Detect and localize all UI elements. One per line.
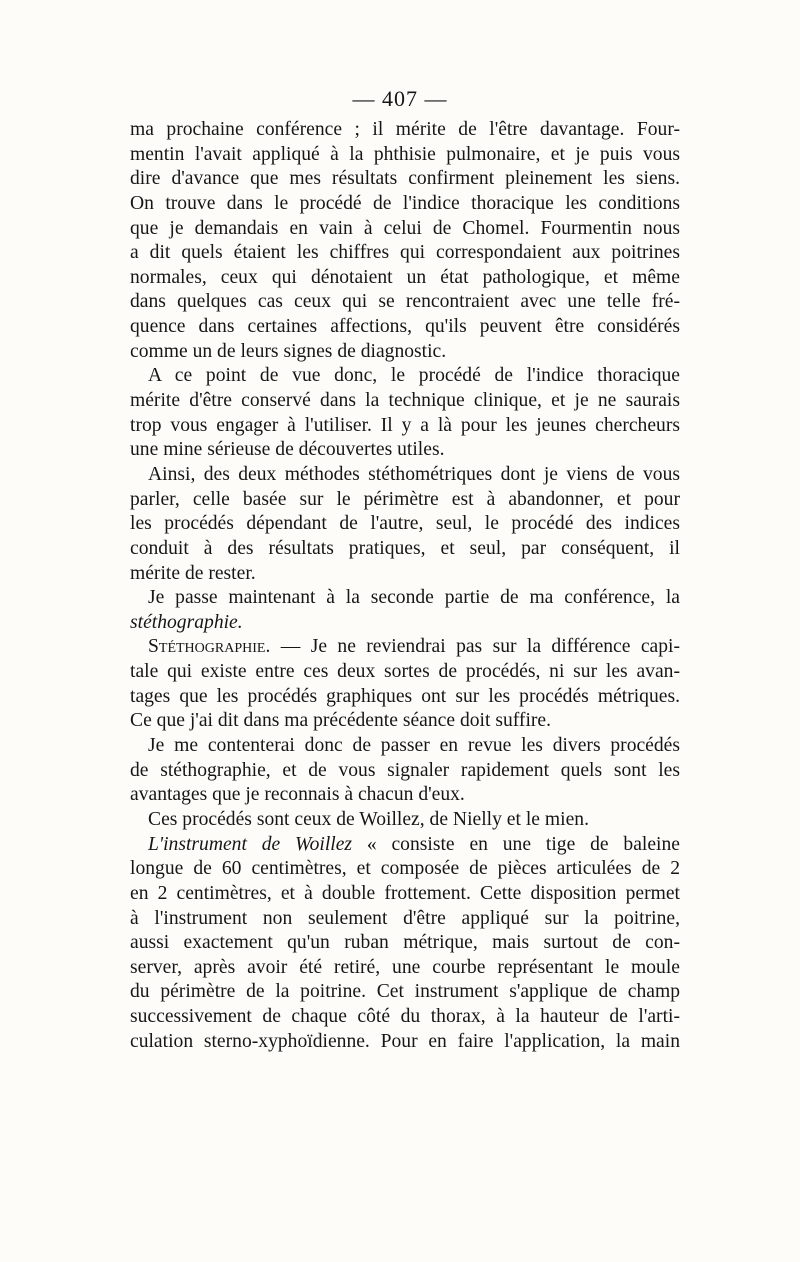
text-line: ma prochaine conférence ; il mérite de l'être davantage. Four- xyxy=(130,119,680,140)
text-line: mérite d'être conservé dans la technique clinique, et je ne saurais xyxy=(130,390,680,412)
text-line: normales, ceux qui dénotaient un état pathologique, et même xyxy=(130,266,680,288)
text-line: tages que les procédés graphiques ont sur les procédés métriques. xyxy=(130,685,680,707)
text-line: Je me contenterai donc de passer en revue les divers procédés xyxy=(148,735,680,757)
text-line: a dit quels étaient les chiffres qui correspondaient aux poitrines xyxy=(130,242,680,264)
italic-term: L'instrument de Woillez xyxy=(148,833,353,855)
section-heading: Stéthographie. xyxy=(148,636,271,658)
text-line xyxy=(130,833,680,858)
page-number: — 407 — xyxy=(352,86,448,111)
text-line: Ainsi, des deux méthodes stéthométriques dont je viens de vous xyxy=(148,463,680,485)
text-line xyxy=(130,635,680,660)
text-line: Ces procédés sont ceux de Woillez, de Nielly et le mien. xyxy=(148,808,589,830)
text-line: quence dans certaines affections, qu'ils peuvent être considérés xyxy=(130,316,680,338)
text-line: trop vous engager à l'utiliser. Il y a là pour les jeunes chercheurs xyxy=(130,414,680,436)
text-line: tale qui existe entre ces deux sortes de procédés, ni sur les avan- xyxy=(130,661,680,683)
text-line: server, après avoir été retiré, une courbe représentant le moule xyxy=(130,956,680,978)
text-line: en 2 centimètres, et à double frottement. Cette disposition permet xyxy=(130,882,680,904)
text-line xyxy=(130,611,680,636)
text-run: « consiste en une tige de baleine xyxy=(352,833,680,855)
text-line: conduit à des résultats pratiques, et seul, par conséquent, il xyxy=(130,537,680,559)
italic-term: stéthographie. xyxy=(130,611,243,633)
body-text xyxy=(130,118,680,1054)
text-line: les procédés dépendant de l'autre, seul, le procédé des indices xyxy=(130,513,680,535)
text-line: une mine sérieuse de découvertes utiles. xyxy=(130,439,445,461)
text-line: dire d'avance que mes résultats confirment pleinement les siens. xyxy=(130,168,680,190)
text-line: culation sterno-xyphoïdienne. Pour en faire l'application, la main xyxy=(130,1030,680,1052)
text-line: de stéthographie, et de vous signaler rapidement quels sont les xyxy=(130,759,680,781)
text-line: Ce que j'ai dit dans ma précédente séance doit suffire. xyxy=(130,710,552,732)
text-line: parler, celle basée sur le périmètre est à abandonner, et pour xyxy=(130,488,680,510)
text-line: à l'instrument non seulement d'être appliqué sur la poitrine, xyxy=(130,907,680,929)
text-line: du périmètre de la poitrine. Cet instrument s'applique de champ xyxy=(130,981,680,1003)
text-run: — Je ne reviendrai pas sur la différence capi- xyxy=(270,636,680,658)
text-line: aussi exactement qu'un ruban métrique, mais surtout de con- xyxy=(130,932,680,954)
text-line: que je demandais en vain à celui de Chomel. Fourmentin nous xyxy=(130,217,680,239)
text-line: mérite de rester. xyxy=(130,562,256,584)
text-line: successivement de chaque côté du thorax, à la hauteur de l'arti- xyxy=(130,1006,680,1028)
text-line: mentin l'avait appliqué à la phthisie pulmonaire, et je puis vous xyxy=(130,143,680,165)
text-line: A ce point de vue donc, le procédé de l'indice thoracique xyxy=(148,365,680,387)
text-line: longue de 60 centimètres, et composée de pièces articulées de 2 xyxy=(130,858,680,880)
text-line: On trouve dans le procédé de l'indice thoracique les conditions xyxy=(130,192,680,214)
text-line: comme un de leurs signes de diagnostic. xyxy=(130,340,447,362)
text-line: Je passe maintenant à la seconde partie de ma conférence, la xyxy=(148,587,680,609)
text-line: dans quelques cas ceux qui se rencontraient avec une telle fré- xyxy=(130,291,680,313)
text-line: avantages que je reconnais à chacun d'eux. xyxy=(130,784,465,806)
